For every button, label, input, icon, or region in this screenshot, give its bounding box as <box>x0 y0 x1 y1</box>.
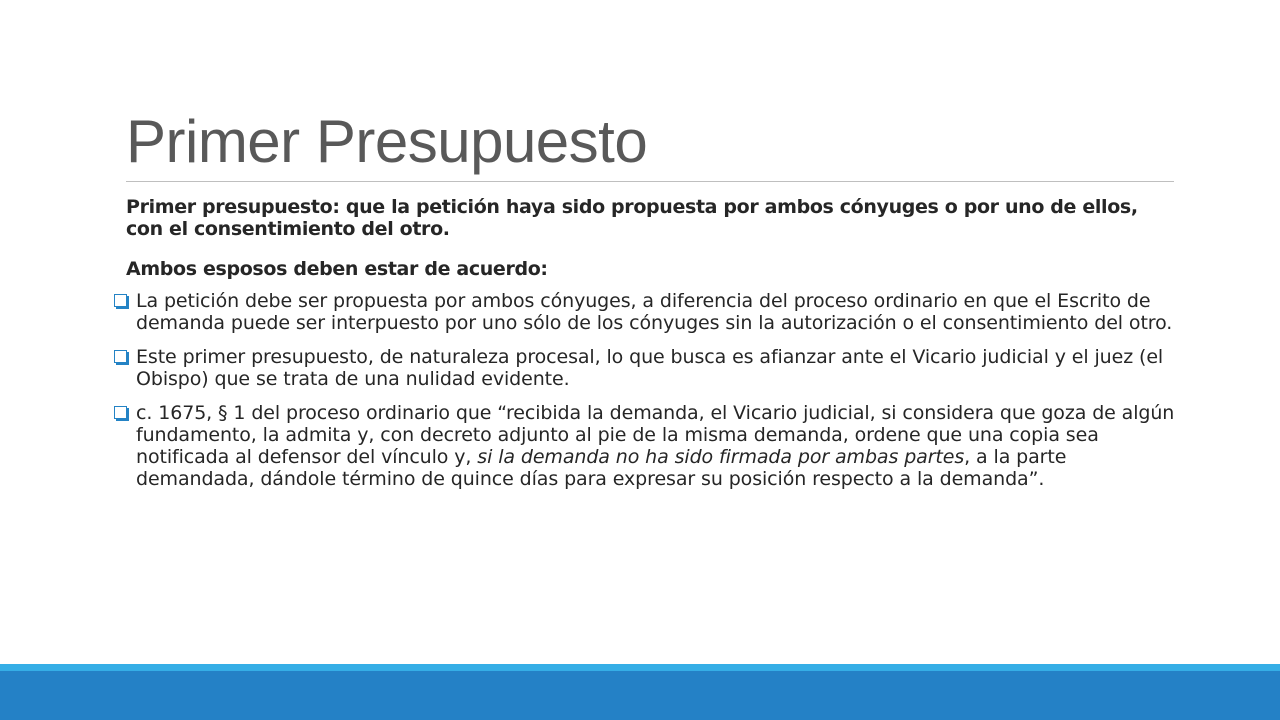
canon-text-start: c. 1675, § 1 del proceso ordinario que “recibida la demanda, el Vicario judicial, si considera que goza de algún fundamento, la admita y, con decreto adjunto al pie de la misma demanda, ordene que una copia sea notificada al defensor del vínculo y, <box>136 402 1175 468</box>
title-divider <box>126 181 1174 182</box>
footer-bar <box>0 671 1280 720</box>
bullet-text: La petición debe ser propuesta por ambos cónyuges, a diferencia del proceso ordinario en que el Escrito de demanda puede ser interpuesto por uno sólo de los cónyuges sin la autorización o el consentimiento del otro. <box>136 290 1173 334</box>
canon-text-italic: si la demanda no ha sido firmada por ambas partes <box>477 446 965 468</box>
footer-accent-stripe <box>0 664 1280 671</box>
agreement-text: Ambos esposos deben estar de acuerdo: <box>126 258 548 280</box>
checkbox-bullet-icon <box>114 294 127 307</box>
checkbox-bullet-icon <box>114 350 127 363</box>
intro-paragraph: Primer presupuesto: que la petición haya sido propuesta por ambos cónyuges o por uno de ellos, con el consentimiento del otro. <box>126 196 1138 240</box>
bullet-text: Este primer presupuesto, de naturaleza procesal, lo que busca es afianzar ante el Vicario judicial y el juez (el Obispo) que se trata de una nulidad evidente. <box>136 346 1164 390</box>
slide-content <box>118 196 1180 500</box>
bullet-item <box>118 346 1180 390</box>
bullet-item <box>118 402 1180 490</box>
bullet-text <box>126 402 1180 490</box>
canon-text-end: , a la parte demandada, dándole término de quince días para expresar su posición respecto a la demanda”. <box>136 446 1067 490</box>
bullet-item <box>118 290 1180 334</box>
slide-title: Primer Presupuesto <box>126 108 648 175</box>
agreement-paragraph <box>118 258 1180 280</box>
checkbox-bullet-icon <box>114 406 127 419</box>
